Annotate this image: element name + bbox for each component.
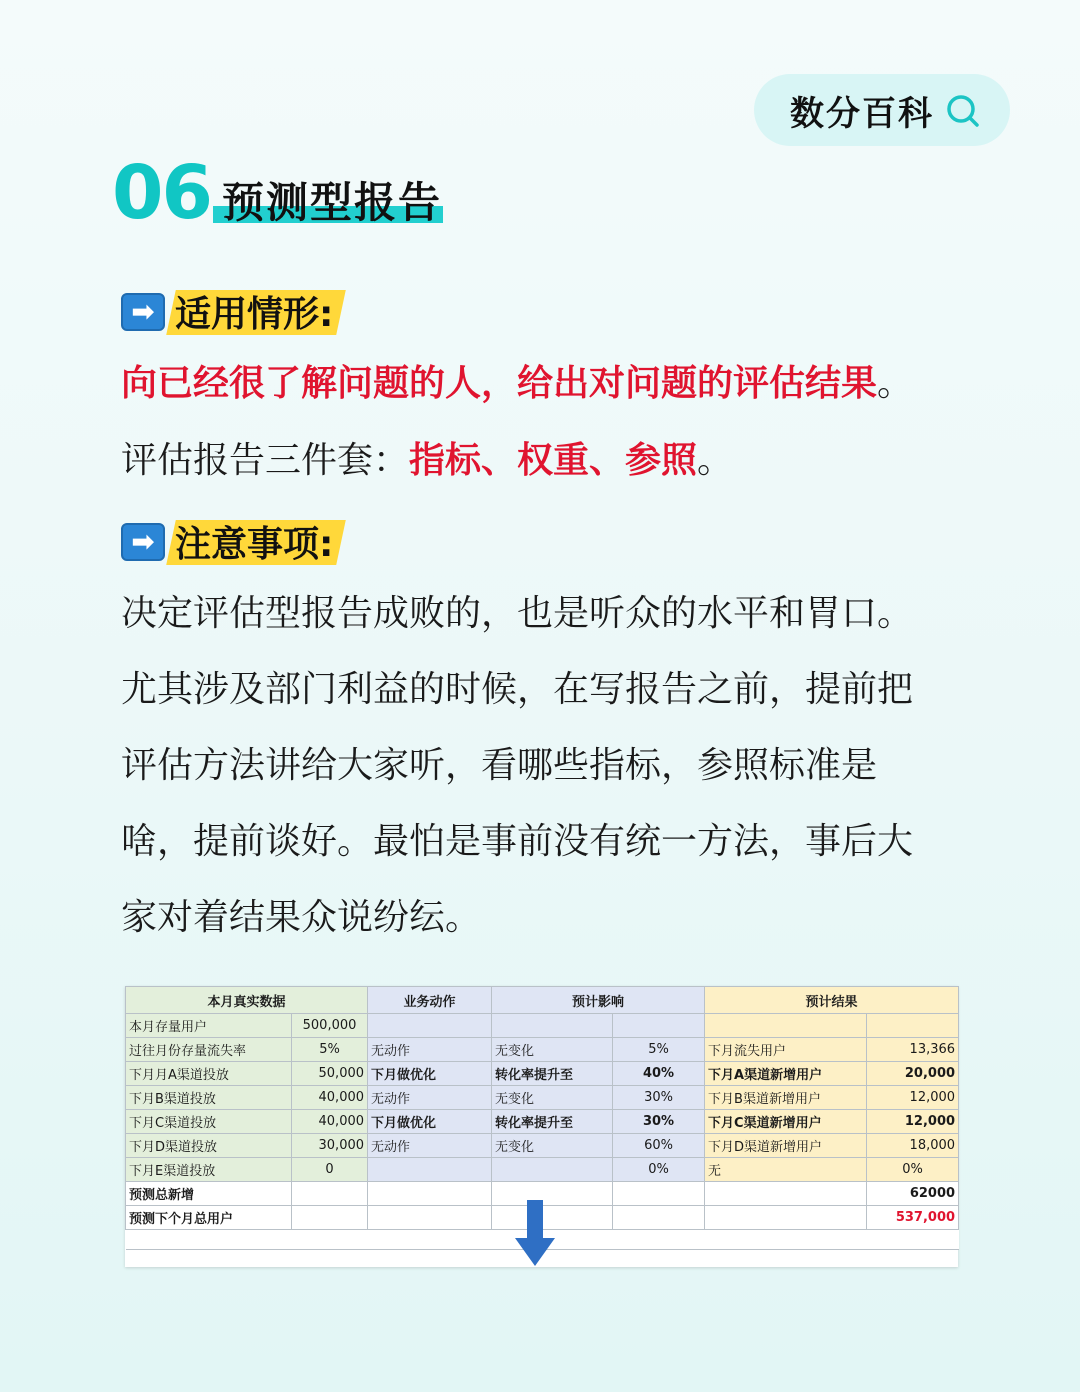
brand-label: 数分百科 <box>790 93 934 134</box>
table-row <box>126 1062 959 1086</box>
table-cell: 下月E渠道投放 <box>126 1158 292 1182</box>
table-cell <box>705 1182 867 1206</box>
table-cell: 0% <box>867 1158 959 1182</box>
table-cell: 20,000 <box>867 1062 959 1086</box>
table-row <box>126 1038 959 1062</box>
table-cell: 40% <box>613 1062 705 1086</box>
right-arrow-icon: ➡ <box>121 293 165 331</box>
table-cell: 下月D渠道新增用户 <box>705 1134 867 1158</box>
notes-line: 决定评估型报告成败的，也是听众的水平和胃口。 <box>121 593 914 634</box>
table-cell: 62000 <box>867 1182 959 1206</box>
table-cell <box>613 1182 705 1206</box>
header-actual: 本月真实数据 <box>126 987 368 1014</box>
table-cell: 12,000 <box>867 1110 959 1134</box>
notes-line: 啥，提前谈好。最怕是事前没有统一方法，事后大 <box>121 821 914 862</box>
notes-line: 尤其涉及部门利益的时候，在写报告之前，提前把 <box>121 669 914 710</box>
table-cell <box>292 1182 368 1206</box>
notes-heading: 注意事项: <box>175 516 333 567</box>
table-cell <box>126 1230 292 1250</box>
notes-heading-row <box>121 516 333 567</box>
down-arrow-icon <box>515 1200 555 1266</box>
table-cell: 下月C渠道投放 <box>126 1110 292 1134</box>
table-cell: 预测下个月总用户 <box>126 1206 292 1230</box>
table-cell: 40,000 <box>292 1086 368 1110</box>
table-cell <box>292 1230 368 1250</box>
table-cell: 60% <box>613 1134 705 1158</box>
notes-paragraph <box>121 576 961 956</box>
table-cell <box>867 1230 959 1250</box>
header-impact: 预计影响 <box>492 987 705 1014</box>
brand-badge <box>754 74 1010 146</box>
applicable-heading: 适用情形: <box>175 286 333 337</box>
table-row <box>126 1014 959 1038</box>
table-cell: 下月C渠道新增用户 <box>705 1110 867 1134</box>
table-cell: 12,000 <box>867 1086 959 1110</box>
table-cell <box>705 1206 867 1230</box>
table-cell: 转化率提升至 <box>492 1110 613 1134</box>
table-cell <box>368 1230 492 1250</box>
table-cell: 无 <box>705 1158 867 1182</box>
table-cell: 30% <box>613 1110 705 1134</box>
table-cell: 0% <box>613 1158 705 1182</box>
table-row <box>126 1134 959 1158</box>
notes-line: 家对着结果众说纷纭。 <box>121 897 482 938</box>
search-icon <box>944 92 982 130</box>
table-cell: 下月A渠道新增用户 <box>705 1062 867 1086</box>
header-result: 预计结果 <box>705 987 959 1014</box>
table-cell: 无动作 <box>368 1038 492 1062</box>
table-cell: 无变化 <box>492 1086 613 1110</box>
table-cell: 过往月份存量流失率 <box>126 1038 292 1062</box>
table-cell: 5% <box>292 1038 368 1062</box>
table-cell <box>492 1014 613 1038</box>
table-cell <box>867 1014 959 1038</box>
header-action: 业务动作 <box>368 987 492 1014</box>
notes-line: 评估方法讲给大家听，看哪些指标，参照标准是 <box>121 745 878 786</box>
table-cell <box>368 1158 492 1182</box>
table-cell: 13,366 <box>867 1038 959 1062</box>
table-header-row <box>126 987 959 1014</box>
table-cell: 5% <box>613 1038 705 1062</box>
table-cell <box>368 1014 492 1038</box>
table-cell: 无动作 <box>368 1134 492 1158</box>
table-cell <box>705 1230 867 1250</box>
table-cell: 预测总新增 <box>126 1182 292 1206</box>
table-cell: 537,000 <box>867 1206 959 1230</box>
table-cell <box>368 1206 492 1230</box>
table-cell: 无动作 <box>368 1086 492 1110</box>
table-cell: 下月做优化 <box>368 1062 492 1086</box>
table-cell: 无变化 <box>492 1134 613 1158</box>
section-title: 预测型报告 <box>222 178 443 227</box>
table-cell: 无变化 <box>492 1038 613 1062</box>
section-number: 06 <box>112 150 211 236</box>
table-cell: 50,000 <box>292 1062 368 1086</box>
table-cell: 18,000 <box>867 1134 959 1158</box>
applicable-heading-row <box>121 286 333 337</box>
table-cell: 下月D渠道投放 <box>126 1134 292 1158</box>
table-cell <box>613 1206 705 1230</box>
table-cell <box>705 1014 867 1038</box>
table-row <box>126 1110 959 1134</box>
table-cell: 下月月A渠道投放 <box>126 1062 292 1086</box>
table-cell: 30% <box>613 1086 705 1110</box>
table-cell <box>613 1014 705 1038</box>
table-cell: 下月流失用户 <box>705 1038 867 1062</box>
table-cell: 下月做优化 <box>368 1110 492 1134</box>
table-cell <box>292 1206 368 1230</box>
applicable-line-2: 评估报告三件套：指标、权重、参照。 <box>121 440 734 481</box>
right-arrow-icon: ➡ <box>121 523 165 561</box>
table-row <box>126 1086 959 1110</box>
table-cell: 40,000 <box>292 1110 368 1134</box>
table-cell: 30,000 <box>292 1134 368 1158</box>
table-cell <box>492 1158 613 1182</box>
table-cell: 500,000 <box>292 1014 368 1038</box>
table-cell <box>613 1230 705 1250</box>
table-cell: 转化率提升至 <box>492 1062 613 1086</box>
table-cell <box>368 1182 492 1206</box>
table-cell: 下月B渠道投放 <box>126 1086 292 1110</box>
table-row <box>126 1158 959 1182</box>
applicable-line-1: 向已经很了解问题的人，给出对问题的评估结果。 <box>121 363 914 404</box>
table-cell: 本月存量用户 <box>126 1014 292 1038</box>
table-cell: 下月B渠道新增用户 <box>705 1086 867 1110</box>
table-cell: 0 <box>292 1158 368 1182</box>
